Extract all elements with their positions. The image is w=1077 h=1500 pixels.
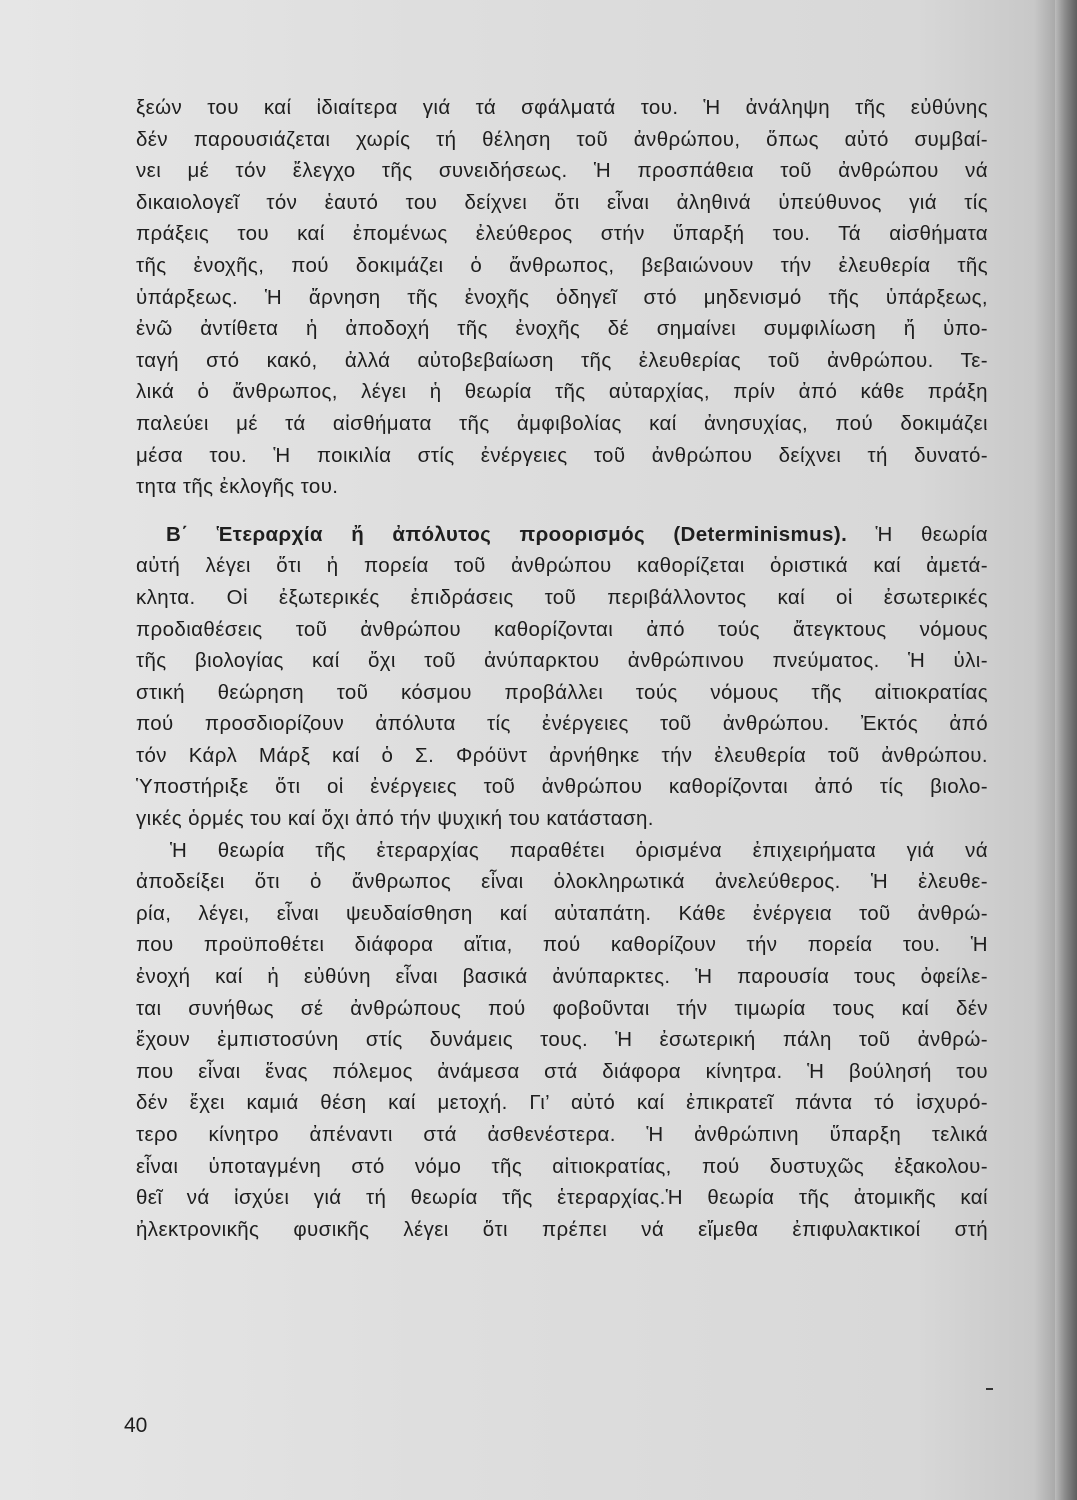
text-line: νει μέ τόν ἔλεγχο τῆς συνειδήσεως. Ἡ προσπάθεια τοῦ ἀνθρώπου νά [136,159,988,183]
text-line: τερο κίνητρο ἀπέναντι στά ἀσθενέστερα. Ἡ ἀνθρώπινη ὕπαρξη τελικά [136,1123,988,1146]
section-heading-line [136,519,988,551]
text-line: ἐνῶ ἀντίθετα ἡ ἀποδοχή τῆς ἐνοχῆς δέ σημαίνει συμφιλίωση ἤ ὑπο- [136,317,988,341]
text-line: ξεών του καί ἰδιαίτερα γιά τά σφάλματά του. Ἡ ἀνάληψη τῆς εὐθύνης [136,96,988,119]
text-line: δέν παρουσιάζεται χωρίς τή θέληση τοῦ ἀνθρώπου, ὅπως αὐτό συμβαί- [136,127,988,151]
text-line: λικά ὁ ἄνθρωπος, λέγει ἡ θεωρία τῆς αὐταρχίας, πρίν ἀπό κάθε πράξη [136,380,988,404]
text-line: κλητα. Οἱ ἐξωτερικές ἐπιδράσεις τοῦ περιβάλλοντος καί οἱ ἐσωτερικές [136,585,988,609]
text-line: θεῖ νά ἰσχύει γιά τή θεωρία τῆς ἑτεραρχίας.Ἡ θεωρία τῆς ἀτομικῆς καί [136,1186,988,1210]
text-line: αὐτή λέγει ὅτι ἡ πορεία τοῦ ἀνθρώπου καθορίζεται ὁριστικά καί ἀμετά- [136,554,988,578]
text-line: δικαιολογεῖ τόν ἑαυτό του δείχνει ὅτι εἶναι ἀληθινά ὑπεύθυνος γιά τίς [136,190,988,214]
page-number: 40 [124,1414,148,1437]
text-line: πού προσδιορίζουν ἀπόλυτα τίς ἐνέργειες τοῦ ἀνθρώπου. Ἐκτός ἀπό [136,712,988,736]
book-spine-shadow [1055,0,1077,1500]
text-line: εἶναι ὑποταγμένη στό νόμο τῆς αἰτιοκρατίας, πού δυστυχῶς ἐξακολου- [136,1154,988,1178]
paragraph-1 [136,92,988,503]
text-line: στική θεώρηση τοῦ κόσμου προβάλλει τούς νόμους τῆς αἰτιοκρατίας [136,680,988,704]
text-line: τῆς βιολογίας καί ὄχι τοῦ ἀνύπαρκτου ἀνθρώπινου πνεύματος. Ἡ ὑλι- [136,649,988,673]
text-line: τῆς ἐνοχῆς, πού δοκιμάζει ὁ ἄνθρωπος, βεβαιώνουν τήν ἐλευθερία τῆς [136,253,988,277]
text-line: πράξεις του καί ἐπομένως ἐλεύθερος στήν ὕπαρξή του. Τά αἰσθήματα [136,222,988,246]
text-line: ἔχουν ἐμπιστοσύνη στίς δυνάμεις τους. Ἡ ἐσωτερική πάλη τοῦ ἀνθρώ- [136,1028,988,1052]
text-line: Ἡ θεωρία τῆς ἑτεραρχίας παραθέτει ὁρισμένα ἐπιχειρήματα γιά νά [170,838,988,862]
text-line: ται συνήθως σέ ἀνθρώπους πού φοβοῦνται τήν τιμωρία τους καί δέν [136,996,988,1020]
text-line: μέσα του. Ἡ ποικιλία στίς ἐνέργειες τοῦ ἀνθρώπου δείχνει τή δυνατό- [136,443,988,467]
text-line: που προϋποθέτει διάφορα αἴτια, πού καθορίζουν τήν πορεία του. Ἡ [136,933,988,957]
body-text [136,92,988,1245]
text-line: ἠλεκτρονικῆς φυσικῆς λέγει ὅτι πρέπει νά εἴμεθα ἐπιφυλακτικοί στή [136,1217,988,1241]
text-line: ἀποδείξει ὅτι ὁ ἄνθρωπος εἶναι ὁλοκληρωτικά ἀνελεύθερος. Ἡ ἐλευθε- [136,870,988,894]
text-line: ρία, λέγει, εἶναι ψευδαίσθηση καί αὐταπάτη. Κάθε ἐνέργεια τοῦ ἀνθρώ- [136,901,988,925]
text-line: παλεύει μέ τά αἰσθήματα τῆς ἀμφιβολίας καί ἀνησυχίας, πού δοκιμάζει [136,411,988,435]
text-line: γικές ὁρμές του καί ὄχι ἀπό τήν ψυχική του κατάσταση. [136,807,654,831]
paragraph-gap [136,503,988,519]
heading-line-text: Ἡ θεωρία [875,522,988,546]
text-line: ἐνοχή καί ἡ εὐθύνη εἶναι βασικά ἀνύπαρκτες. Ἡ παρουσία τους ὀφείλε- [136,965,988,989]
text-line: Ὑποστήριξε ὅτι οἱ ἐνέργειες τοῦ ἀνθρώπου καθορίζονται ἀπό τίς βιολο- [136,775,988,799]
text-line: ταγή στό κακό, ἀλλά αὐτοβεβαίωση τῆς ἐλευθερίας τοῦ ἀνθρώπου. Τε- [136,348,988,372]
section-heading: Β΄ Ἑτεραρχία ἤ ἀπόλυτος προορισμός (Determinismus). [166,522,848,546]
text-line: τόν Κάρλ Μάρξ καί ὁ Σ. Φρόϋντ ἀρνήθηκε τήν ἐλευθερία τοῦ ἀνθρώπου. [136,743,988,767]
margin-mark [986,1388,993,1390]
text-line: ὑπάρξεως. Ἡ ἄρνηση τῆς ἐνοχῆς ὁδηγεῖ στό μηδενισμό τῆς ὑπάρξεως, [136,285,988,309]
text-line: δέν ἔχει καμιά θέση καί μετοχή. Γι’ αὐτό καί ἐπικρατεῖ πάντα τό ἰσχυρό- [136,1091,988,1115]
text-line: που εἶναι ἕνας πόλεμος ἀνάμεσα στά διάφορα κίνητρα. Ἡ βούλησή του [136,1059,988,1083]
paragraph-2 [136,519,988,1246]
text-line: προδιαθέσεις τοῦ ἀνθρώπου καθορίζονται ἀπό τούς ἄτεγκτους νόμους [136,617,988,641]
text-line: τητα τῆς ἐκλογῆς του. [136,475,339,499]
